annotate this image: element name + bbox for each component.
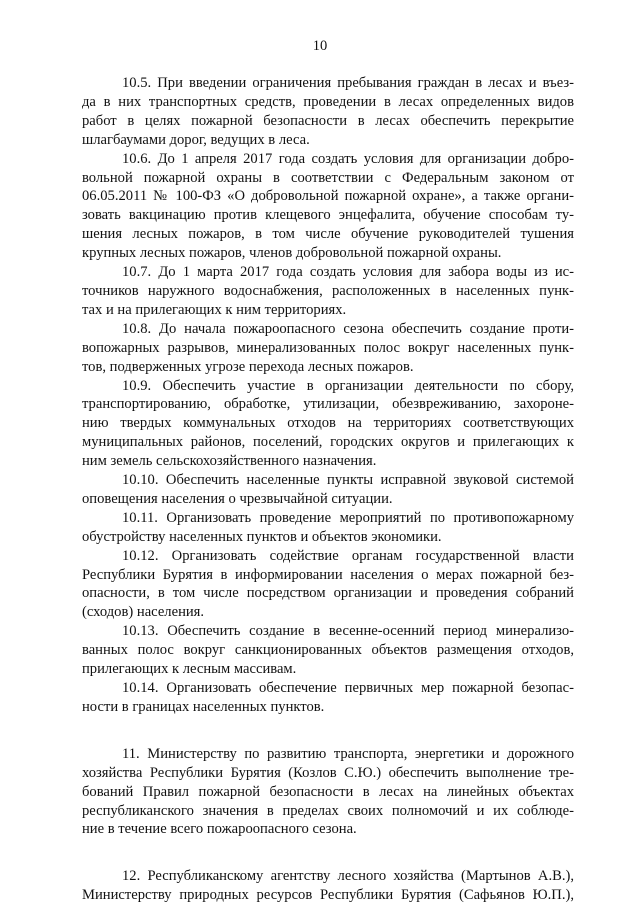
text-line: нию твердых коммунальных отходов на территориях соответствующих (82, 415, 574, 432)
text-line: 12. Республиканскому агентству лесного хозяйства (Мартынов А.В.), (122, 868, 574, 885)
section-spacer (82, 717, 574, 745)
paragraph-10-10 (82, 471, 574, 509)
text-line: муниципальных районов, поселений, городских округов и прилегающих к (82, 434, 574, 451)
text-line: 10.8. До начала пожароопасного сезона обеспечить создание проти- (122, 320, 574, 337)
text-line: прилегающих к лесным массивам. (82, 661, 297, 678)
section-spacer (82, 839, 574, 867)
paragraph-10-7 (82, 263, 574, 320)
paragraph-11 (82, 745, 574, 840)
paragraph-10-11 (82, 509, 574, 547)
text-line: вопожарных разрывов, минерализованных полос вокруг населенных пунк- (82, 339, 574, 356)
text-line: точников наружного водоснабжения, расположенных в населенных пунк- (82, 282, 574, 299)
text-line: обустройству населенных пунктов и объектов экономики. (82, 528, 442, 545)
text-line: шения лесных пожаров, в том числе обучение руководителей тушения (82, 226, 574, 243)
text-line: тах и на прилегающих к ним территориях. (82, 301, 347, 318)
paragraph-10-8 (82, 320, 574, 377)
paragraph-12 (82, 867, 574, 905)
text-line: республиканского значения в пределах своих полномочий и их соблюде- (82, 802, 574, 819)
text-line: да в них транспортных средств, проведении в лесах определенных видов (82, 93, 574, 110)
text-line: ности в границах населенных пунктов. (82, 698, 325, 715)
text-line: 11. Министерству по развитию транспорта, энергетики и дорожного (122, 745, 574, 762)
text-line: 06.05.2011 № 100-ФЗ «О добровольной пожарной охране», а также органи- (82, 188, 574, 205)
paragraph-10-9 (82, 377, 574, 472)
text-line: шлагбаумами дорог, ведущих в леса. (82, 131, 310, 148)
text-line: хозяйства Республики Бурятия (Козлов С.Ю.) обеспечить выполнение тре- (82, 764, 574, 781)
text-line: Министерству природных ресурсов Республики Бурятия (Сафьянов Ю.П.), (82, 887, 574, 904)
text-line: 10.6. До 1 апреля 2017 года создать условия для организации добро- (122, 150, 574, 167)
text-line: опасности, в том числе посредством организации и проведения собраний (82, 585, 574, 602)
text-line: крупных лесных пожаров, членов добровольной пожарной охраны. (82, 245, 502, 262)
document-body (82, 74, 574, 905)
text-line: бований Правил пожарной безопасности в лесах на линейных объектах (82, 783, 574, 800)
paragraph-10-14 (82, 679, 574, 717)
paragraph-10-13 (82, 622, 574, 679)
text-line: ванных полос вокруг санкционированных объектов размещения отходов, (82, 642, 574, 659)
paragraph-10-12 (82, 547, 574, 623)
text-line: (сходов) населения. (82, 604, 205, 621)
page-number: 10 (312, 38, 328, 54)
text-line: Республики Бурятия в информировании населения о мерах пожарной без- (82, 566, 574, 583)
text-line: работ в целях пожарной безопасности в лесах обеспечить перекрытие (82, 112, 574, 129)
text-line: 10.7. До 1 марта 2017 года создать условия для забора воды из ис- (122, 264, 574, 281)
text-line: ние в течение всего пожароопасного сезона. (82, 821, 357, 838)
paragraph-10-6 (82, 150, 574, 263)
text-line: 10.9. Обеспечить участие в организации деятельности по сбору, (122, 377, 574, 394)
text-line: зовать вакцинацию против клещевого энцефалита, обучение способам ту- (82, 207, 574, 224)
text-line: ним земель сельскохозяйственного назначения. (82, 453, 377, 470)
text-line: транспортированию, обработке, утилизации, обезвреживанию, захороне- (82, 396, 574, 413)
paragraph-10-5 (82, 74, 574, 150)
text-line: 10.5. При введении ограничения пребывания граждан в лесах и въез- (122, 75, 574, 91)
text-line: оповещения населения о чрезвычайной ситуации. (82, 490, 393, 507)
text-line: 10.14. Организовать обеспечение первичных мер пожарной безопас- (122, 680, 574, 696)
text-line: 10.12. Организовать содействие органам государственной власти (122, 547, 574, 564)
text-line: 10.13. Обеспечить создание в весенне-осенний период минерализо- (122, 623, 574, 640)
text-line: 10.10. Обеспечить населенные пункты исправной звуковой системой (122, 472, 574, 489)
text-line: тов, подверженных угрозе перехода лесных пожаров. (82, 358, 414, 375)
text-line: вольной пожарной охраны в соответствии с Федеральным законом от (82, 169, 574, 186)
text-line: 10.11. Организовать проведение мероприятий по противопожарному (122, 509, 574, 526)
